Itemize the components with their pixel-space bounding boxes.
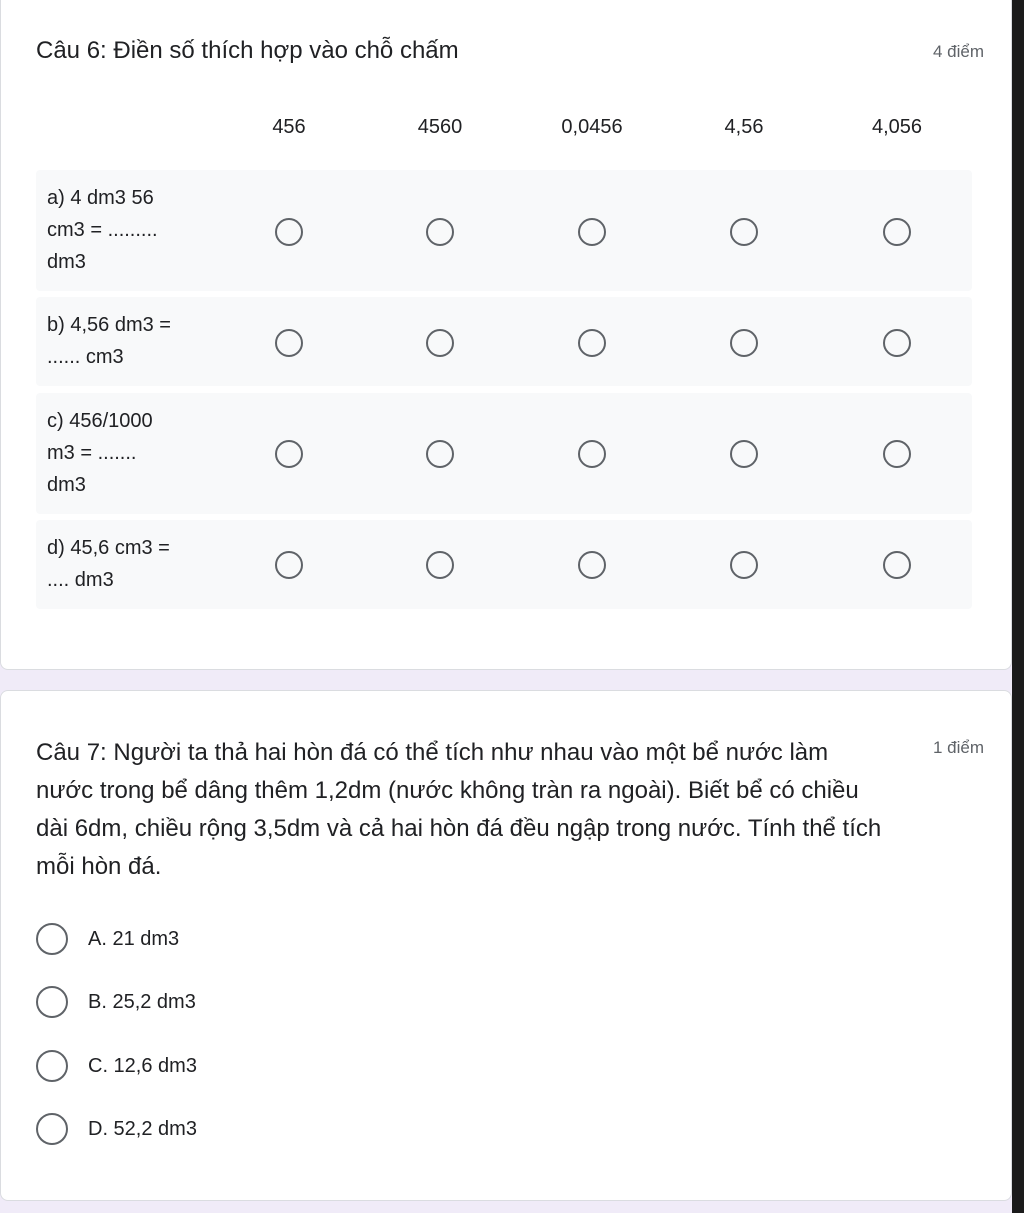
- grid-radio-b-2[interactable]: [426, 329, 454, 357]
- grid-radio-c-2[interactable]: [426, 440, 454, 468]
- grid-row-a: [36, 170, 972, 291]
- grid-radio-d-5[interactable]: [883, 551, 911, 579]
- grid-column-header-4: 4,56: [724, 116, 764, 138]
- grid-row-d: [36, 520, 972, 609]
- grid-radio-d-4[interactable]: [730, 551, 758, 579]
- grid-radio-b-1[interactable]: [275, 329, 303, 357]
- option-d[interactable]: [36, 1111, 197, 1147]
- grid-radio-a-5[interactable]: [883, 218, 911, 246]
- grid-row-c-line-3: dm3: [47, 474, 86, 496]
- grid-radio-d-1[interactable]: [275, 551, 303, 579]
- option-c-label: C. 12,6 dm3: [88, 1054, 197, 1077]
- grid-column-header-2: 4560: [417, 116, 463, 138]
- question-6-title: Câu 6: Điền số thích hợp vào chỗ chấm: [36, 37, 459, 64]
- question-6-header: [36, 36, 984, 66]
- grid-radio-b-5[interactable]: [883, 329, 911, 357]
- grid-radio-b-4[interactable]: [730, 329, 758, 357]
- grid-radio-c-3[interactable]: [578, 440, 606, 468]
- option-b[interactable]: [36, 984, 196, 1020]
- grid-radio-c-4[interactable]: [730, 440, 758, 468]
- option-a-radio[interactable]: [36, 923, 68, 955]
- option-c[interactable]: [36, 1048, 197, 1084]
- grid-row-c-line-1: c) 456/1000: [47, 410, 153, 432]
- grid-radio-a-2[interactable]: [426, 218, 454, 246]
- question-7-title: Câu 7: Người ta thả hai hòn đá có thể tích như nhau vào một bể nước làm nước trong bể dâng thêm 1,2dm (nước không tràn ra ngoài). Biết bể có chiều dài 6dm, chiều rộng 3,5dm và cả hai hòn đá đều ngập trong nước. Tính thể tích mỗi hòn đá.: [36, 739, 882, 880]
- screen-edge: [1012, 0, 1024, 1213]
- grid-radio-c-1[interactable]: [275, 440, 303, 468]
- grid-row-b: [36, 297, 972, 386]
- option-a[interactable]: [36, 921, 179, 957]
- grid-row-c-line-2: m3 = .......: [47, 442, 137, 464]
- grid-row-label-d: [47, 532, 197, 596]
- grid-row-b-line-1: b) 4,56 dm3 =: [47, 314, 171, 336]
- option-b-radio[interactable]: [36, 986, 68, 1018]
- grid-radio-b-3[interactable]: [578, 329, 606, 357]
- option-d-radio[interactable]: [36, 1113, 68, 1145]
- grid-row-a-line-3: dm3: [47, 251, 86, 273]
- grid-radio-d-2[interactable]: [426, 551, 454, 579]
- grid-radio-a-3[interactable]: [578, 218, 606, 246]
- grid-row-label-b: [47, 309, 197, 373]
- grid-radio-d-3[interactable]: [578, 551, 606, 579]
- question-7-points: 1 điểm: [932, 738, 984, 757]
- option-d-label: D. 52,2 dm3: [88, 1117, 197, 1140]
- grid-column-header-1: 456: [272, 116, 306, 138]
- option-a-label: A. 21 dm3: [88, 927, 180, 950]
- grid-row-c: [36, 393, 972, 514]
- grid-column-header-3: 0,0456: [561, 116, 623, 138]
- option-c-radio[interactable]: [36, 1050, 68, 1082]
- grid-row-label-a: [47, 182, 197, 278]
- grid-row-b-line-2: ...... cm3: [47, 346, 124, 368]
- option-b-label: B. 25,2 dm3: [88, 990, 196, 1013]
- grid-radio-a-4[interactable]: [730, 218, 758, 246]
- grid-radio-a-1[interactable]: [275, 218, 303, 246]
- grid-row-d-line-2: .... dm3: [47, 569, 114, 591]
- question-7-header: [36, 734, 984, 886]
- grid-row-a-line-1: a) 4 dm3 56: [47, 187, 154, 209]
- grid-radio-c-5[interactable]: [883, 440, 911, 468]
- question-6-points: 4 điểm: [932, 42, 984, 61]
- grid-row-a-line-2: cm3 = .........: [47, 219, 158, 241]
- grid-row-label-c: [47, 405, 197, 501]
- grid-column-header-5: 4,056: [871, 116, 923, 138]
- grid-row-d-line-1: d) 45,6 cm3 =: [47, 537, 170, 559]
